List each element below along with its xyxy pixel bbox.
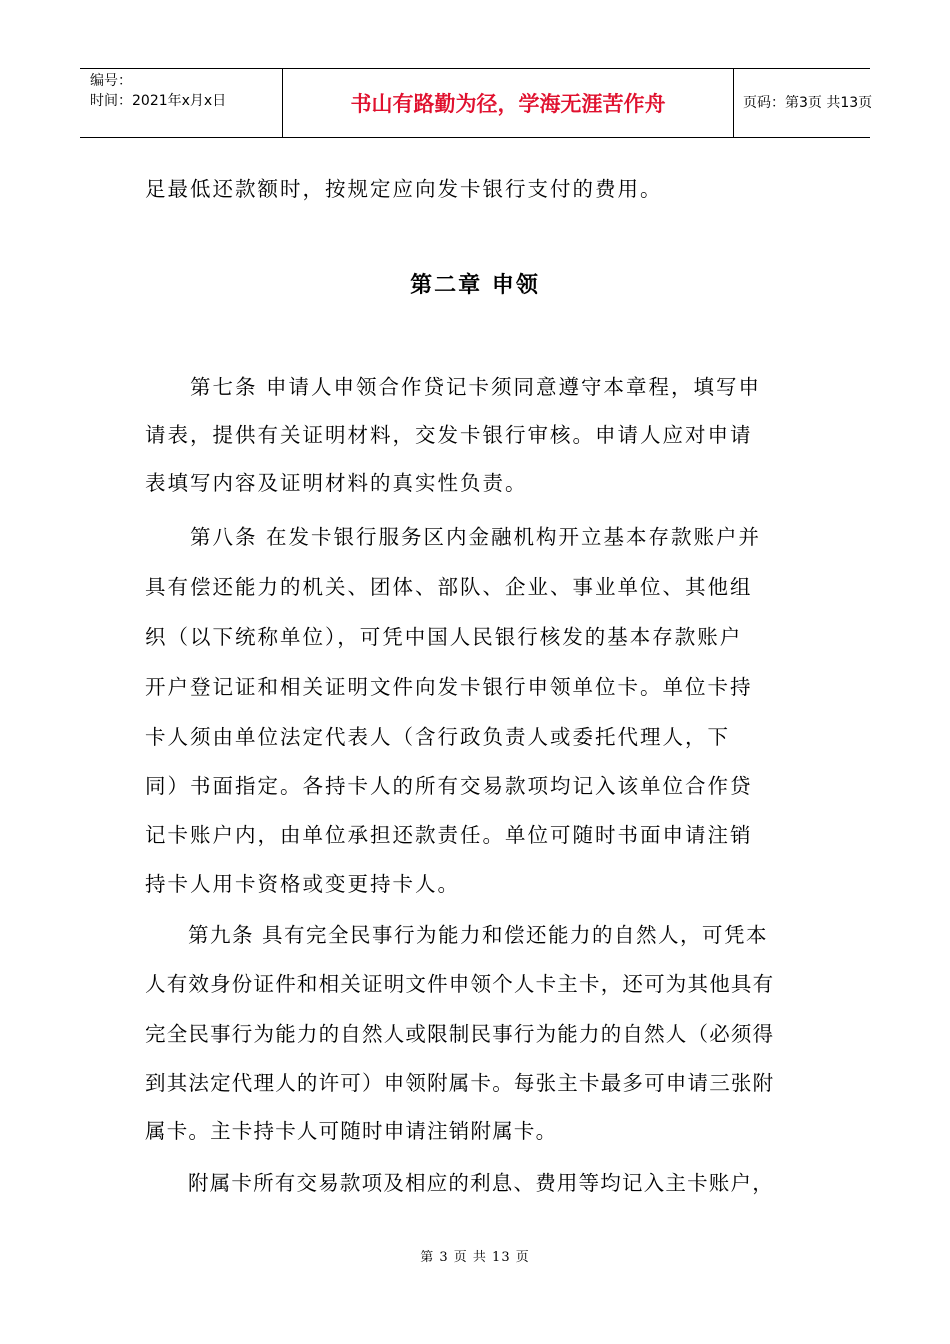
article-line: 同）书面指定。各持卡人的所有交易款项均记入该单位合作贷 (145, 774, 753, 798)
article-line: 持卡人用卡资格或变更持卡人。 (145, 872, 460, 896)
article-line: 完全民事行为能力的自然人或限制民事行为能力的自然人（必须得 (145, 1022, 775, 1046)
article-line: 到其法定代理人的许可）申领附属卡。每张主卡最多可申请三张附 (145, 1071, 775, 1095)
continuation-line: 足最低还款额时，按规定应向发卡银行支付的费用。 (145, 177, 663, 201)
article-line: 具有偿还能力的机关、团体、部队、企业、事业单位、其他组 (145, 575, 753, 599)
article-line: 属卡。主卡持卡人可随时申请注销附属卡。 (145, 1119, 558, 1143)
header-motto-cell (282, 69, 734, 137)
article-line: 人有效身份证件和相关证明文件申领个人卡主卡，还可为其他具有 (145, 972, 775, 996)
article-line: 开户登记证和相关证明文件向发卡银行申领单位卡。单位卡持 (145, 675, 753, 699)
document-date-label: 时间：2021年x月x日 (90, 93, 227, 109)
article-line: 卡人须由单位法定代表人（含行政负责人或委托代理人，下 (145, 725, 730, 749)
article-line: 记卡账户内，由单位承担还款责任。单位可随时书面申请注销 (145, 823, 753, 847)
document-number-label: 编号： (90, 73, 132, 89)
article-line: 表填写内容及证明材料的真实性负责。 (145, 471, 528, 495)
page-footer: 第 3 页 共 13 页 (420, 1250, 530, 1265)
article-line: 第八条 在发卡银行服务区内金融机构开立基本存款账户并 (190, 525, 762, 549)
article-line: 请表，提供有关证明材料，交发卡银行审核。申请人应对申请 (145, 423, 753, 447)
page-header (80, 68, 873, 138)
article-line: 织（以下统称单位），可凭中国人民银行核发的基本存款账户 (145, 625, 743, 649)
header-page-cell (733, 69, 873, 137)
header-meta-cell (80, 69, 282, 137)
header-page-info: 页码：第3页 共13页 (743, 95, 873, 111)
chapter-title: 第二章 申领 (410, 273, 540, 298)
paragraph-attached-card: 附属卡所有交易款项及相应的利息、费用等均记入主卡账户， (188, 1171, 774, 1195)
article-line: 第九条 具有完全民事行为能力和偿还能力的自然人，可凭本 (188, 923, 769, 947)
article-line: 第七条 申请人申领合作贷记卡须同意遵守本章程，填写申 (190, 375, 762, 399)
header-motto: 书山有路勤为径，学海无涯苦作舟 (350, 92, 666, 116)
